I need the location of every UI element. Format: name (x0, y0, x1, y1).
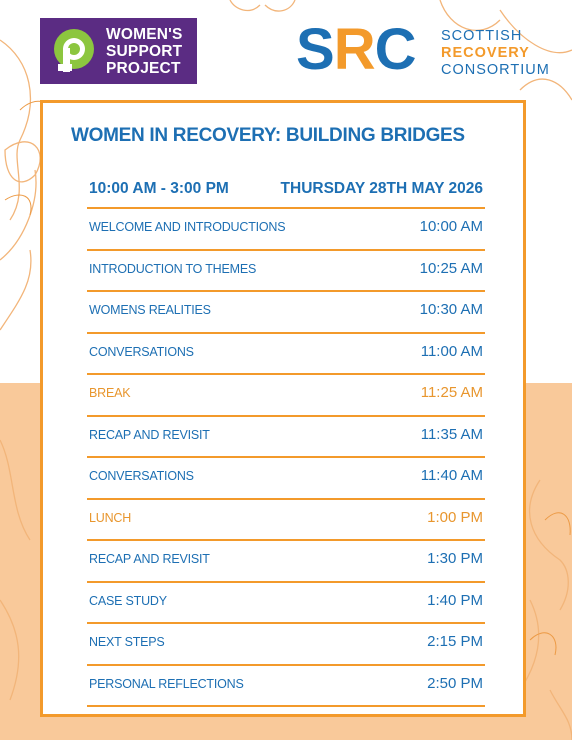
schedule-item-time: 1:40 PM (427, 591, 483, 609)
schedule-item-time: 11:40 AM (420, 467, 483, 484)
schedule-item-time: 2:50 PM (427, 674, 483, 692)
schedule-item-label: CONVERSATIONS (89, 469, 194, 483)
schedule-row (87, 209, 485, 251)
schedule-item-label: RECAP AND REVISIT (89, 427, 210, 442)
schedule-row-break (87, 375, 485, 417)
schedule-item-label: RECAP AND REVISIT (89, 552, 210, 566)
schedule-item-time: 1:30 PM (427, 550, 483, 567)
schedule-row (87, 541, 485, 583)
schedule-row (87, 666, 485, 708)
src-line-2: RECOVERY (441, 45, 530, 61)
wsp-p-mark-icon (50, 26, 98, 76)
schedule-item-time: 10:25 AM (419, 259, 483, 277)
schedule-item-label: LUNCH (89, 510, 132, 525)
schedule-item-time: 11:25 AM (420, 384, 483, 401)
src-line-3: CONSORTIUM (441, 62, 550, 78)
schedule-row-lunch (87, 500, 485, 542)
schedule-row (87, 251, 485, 293)
womens-support-project-logo (40, 18, 197, 84)
schedule-item-time: 2:15 PM (427, 633, 483, 650)
src-letter-s: S (296, 17, 334, 82)
schedule-item-time: 1:00 PM (427, 508, 483, 526)
agenda-card (40, 100, 526, 717)
schedule-item-time: 10:00 AM (419, 218, 483, 235)
page-title: WOMEN IN RECOVERY: BUILDING BRIDGES (71, 125, 465, 146)
scottish-recovery-consortium-logo (296, 17, 556, 84)
wsp-line-3: PROJECT (106, 60, 181, 77)
src-letters (296, 17, 416, 82)
src-letter-c: C (374, 17, 416, 82)
schedule-item-label: NEXT STEPS (89, 635, 165, 649)
schedule-row (87, 417, 485, 459)
event-time-range: 10:00 AM - 3:00 PM (89, 180, 229, 197)
wsp-line-1: WOMEN'S (106, 26, 183, 43)
schedule-item-time: 11:00 AM (420, 342, 483, 360)
src-letter-r: R (333, 17, 375, 82)
wsp-line-2: SUPPORT (106, 43, 183, 60)
event-date: THURSDAY 28TH MAY 2026 (280, 180, 483, 197)
schedule-item-label: CONVERSATIONS (89, 344, 194, 359)
schedule-row (87, 458, 485, 500)
schedule-row (87, 334, 485, 376)
schedule-list (87, 209, 485, 707)
schedule-row (87, 624, 485, 666)
schedule-item-label: PERSONAL REFLECTIONS (89, 676, 244, 691)
schedule-row (87, 292, 485, 334)
schedule-row (87, 583, 485, 625)
schedule-item-label: BREAK (89, 386, 131, 400)
schedule-item-label: INTRODUCTION TO THEMES (89, 261, 257, 276)
schedule-item-label: WOMENS REALITIES (89, 303, 211, 317)
schedule-item-label: CASE STUDY (89, 593, 167, 608)
schedule-item-label: WELCOME AND INTRODUCTIONS (89, 220, 286, 234)
src-line-1: SCOTTISH (441, 28, 523, 44)
schedule-item-time: 11:35 AM (420, 425, 483, 443)
schedule-item-time: 10:30 AM (419, 301, 483, 318)
